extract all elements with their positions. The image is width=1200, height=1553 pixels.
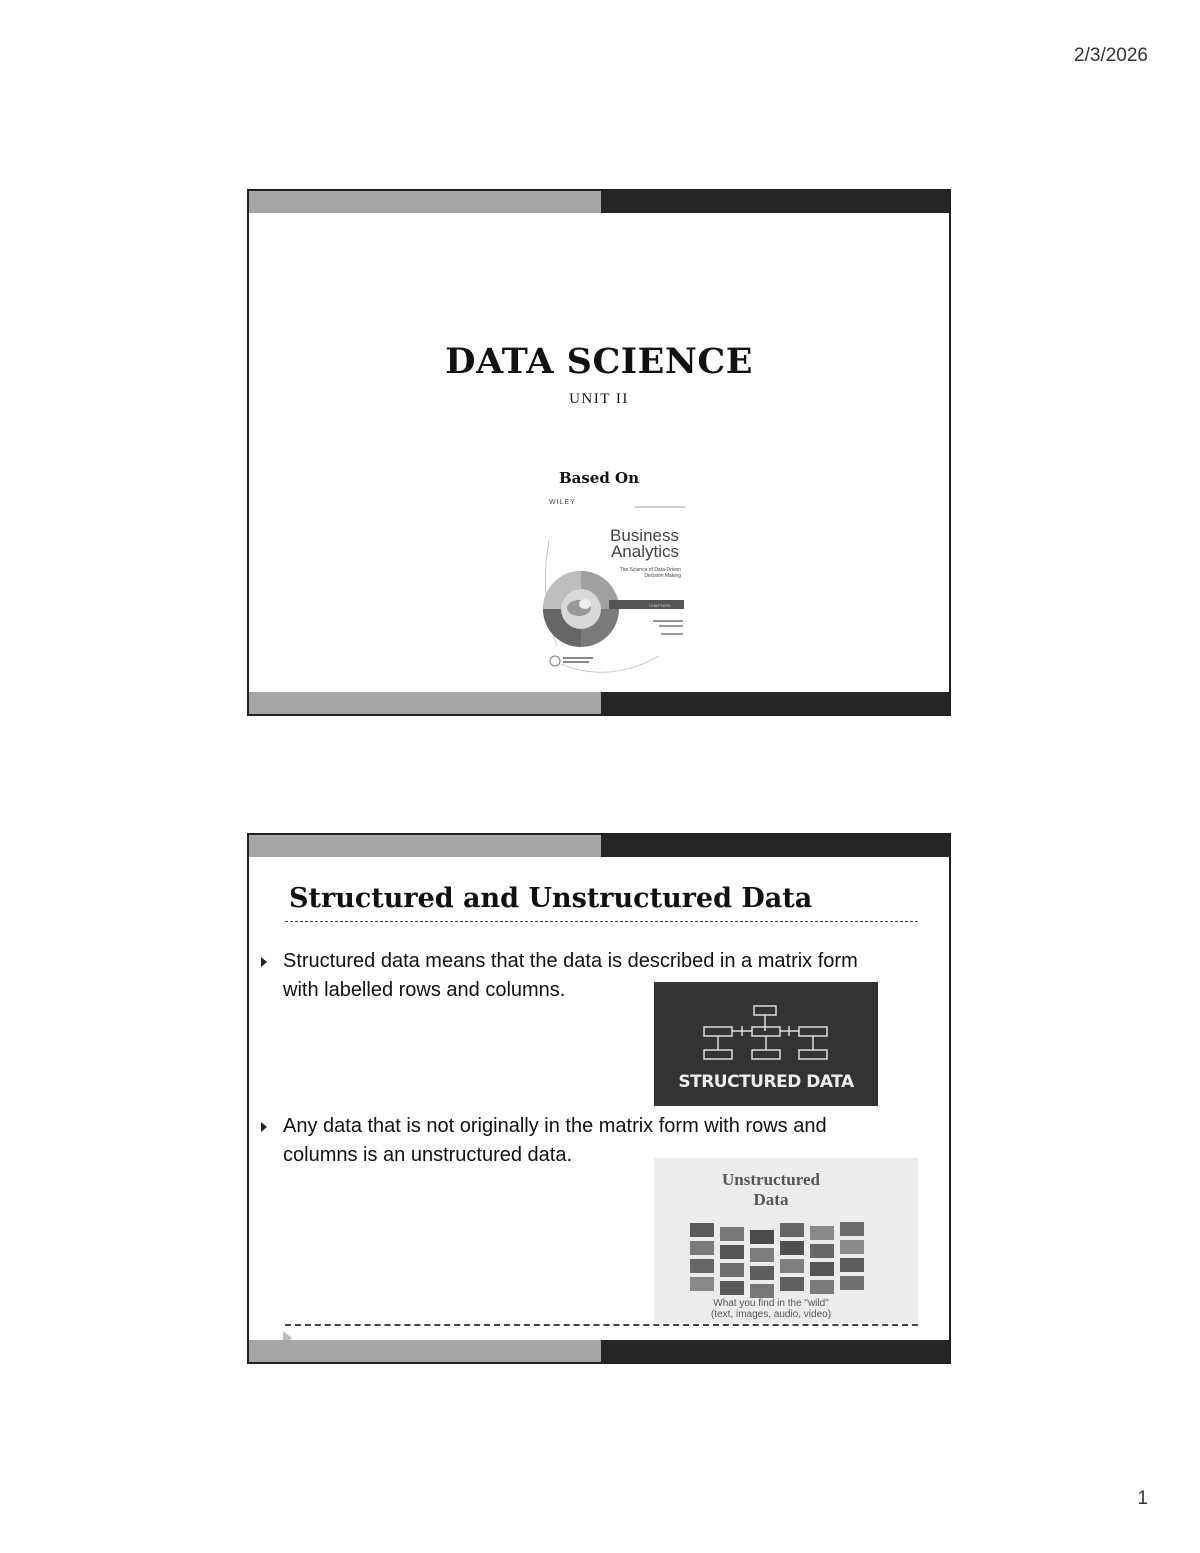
slide-bottom-bar (249, 692, 949, 714)
unstructured-data-image (654, 1158, 918, 1323)
book-publisher: WILEY (549, 499, 576, 506)
slide-structured-unstructured (247, 833, 951, 1364)
footer-divider (285, 1324, 918, 1326)
slide-heading: Structured and Unstructured Data (289, 883, 813, 914)
structured-data-label: STRUCTURED DATA (678, 1072, 854, 1092)
slide-top-bar (249, 835, 949, 857)
slide-top-bar (249, 191, 949, 213)
heading-divider (285, 921, 918, 922)
unstructured-heading: Unstructured Data (722, 1170, 820, 1209)
svg-text:CHAPTERS: CHAPTERS (649, 603, 671, 608)
based-on-label: Based On (558, 469, 640, 487)
slide-title-heading: DATA SCIENCE (445, 341, 753, 382)
book-cover-image (539, 496, 689, 678)
book-title: Business Analytics (610, 526, 679, 561)
structured-data-image (654, 982, 878, 1106)
unstructured-caption: What you find in the "wild" (text, images, audio, video) (710, 1298, 832, 1320)
bullet-item: Structured data means that the data is described in a matrix form with labelled rows and columns. (261, 947, 881, 1005)
slide-subtitle: UNIT II (569, 391, 629, 407)
slide-title (247, 189, 951, 716)
slide-bottom-bar (249, 1340, 949, 1362)
header-date: 2/3/2026 (1074, 45, 1148, 66)
bullet-arrow-icon (261, 957, 267, 967)
bullet-item: Any data that is not originally in the matrix form with rows and columns is an unstructured data. (261, 1112, 881, 1170)
bullet-arrow-icon (261, 1122, 267, 1132)
page-number: 1 (1137, 1488, 1148, 1509)
book-tagline: The Science of Data-Driven Decision Making (619, 567, 681, 579)
